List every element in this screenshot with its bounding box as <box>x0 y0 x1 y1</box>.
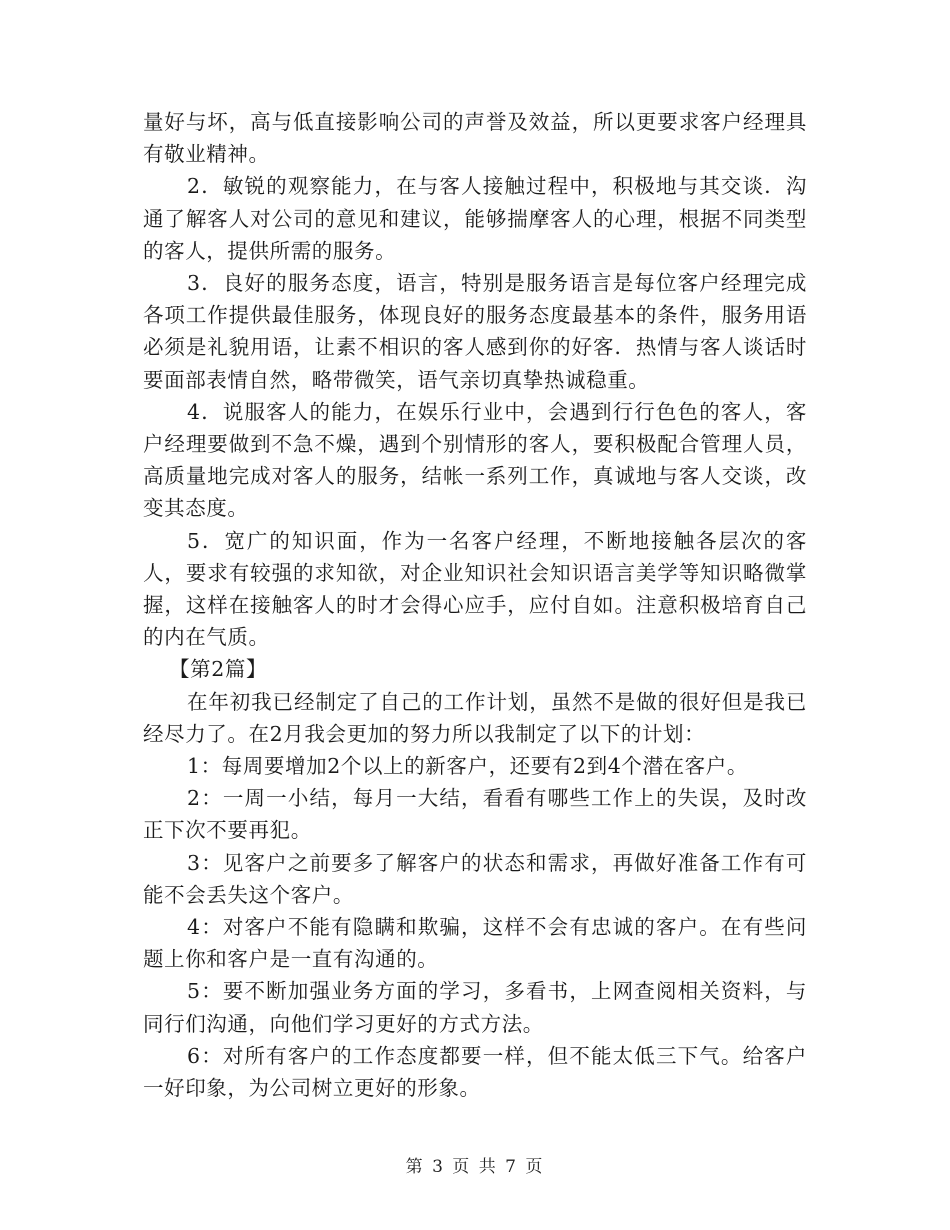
plan-item-3: 3：见客户之前要多了解客户的状态和需求，再做好准备工作有可能不会丢失这个客户。 <box>143 850 807 907</box>
document-body <box>143 106 807 1104</box>
paragraph-continuation: 量好与坏，高与低直接影响公司的声誉及效益，所以更要求客户经理具有敬业精神。 <box>143 110 807 167</box>
plan-item-5: 5：要不断加强业务方面的学习，多看书，上网查阅相关资料，与同行们沟通，向他们学习更好的方式方法。 <box>143 979 807 1036</box>
paragraph-item-2: 2．敏锐的观察能力，在与客人接触过程中，积极地与其交谈．沟通了解客人对公司的意见和建议，能够揣摩客人的心理，根据不同类型的客人，提供所需的服务。 <box>143 174 807 263</box>
plan-item-4: 4：对客户不能有隐瞒和欺骗，这样不会有忠诚的客户。在有些问题上你和客户是一直有沟通的。 <box>143 915 807 972</box>
paragraph-item-4: 4．说服客人的能力，在娱乐行业中，会遇到行行色色的客人，客户经理要做到不急不燥，遇到个别情形的客人，要积极配合管理人员，高质量地完成对客人的服务，结帐一系列工作，真诚地与客人交谈，改变其态度。 <box>143 399 807 521</box>
paragraph-item-3: 3．良好的服务态度，语言，特别是服务语言是每位客户经理完成各项工作提供最佳服务，体现良好的服务态度最基本的条件，服务用语必须是礼貌用语，让素不相识的客人感到你的好客．热情与客人谈话时要面部表情自然，略带微笑，语气亲切真挚热诚稳重。 <box>143 271 807 392</box>
plan-item-1: 1：每周要增加2个以上的新客户，还要有2到4个潜在客户。 <box>187 754 748 779</box>
plan-item-6: 6：对所有客户的工作态度都要一样，但不能太低三下气。给客户一好印象，为公司树立更好的形象。 <box>143 1043 807 1101</box>
paragraph-item-5: 5．宽广的知识面，作为一名客户经理，不断地接触各层次的客人，要求有较强的求知欲，对企业知识社会知识语言美学等知识略微掌握，这样在接触客人的时才会得心应手，应付自如。注意积极培育自己的内在气质。 <box>143 528 807 650</box>
section-heading: 【第2篇】 <box>169 657 268 682</box>
paragraph-intro: 在年初我已经制定了自己的工作计划，虽然不是做的很好但是我已经尽力了。在2月我会更加的努力所以我制定了以下的计划： <box>143 689 807 746</box>
plan-item-2: 2：一周一小结，每月一大结，看看有哪些工作上的失误，及时改正下次不要再犯。 <box>143 786 807 843</box>
page-footer: 第 3 页 共 7 页 <box>405 1157 545 1177</box>
